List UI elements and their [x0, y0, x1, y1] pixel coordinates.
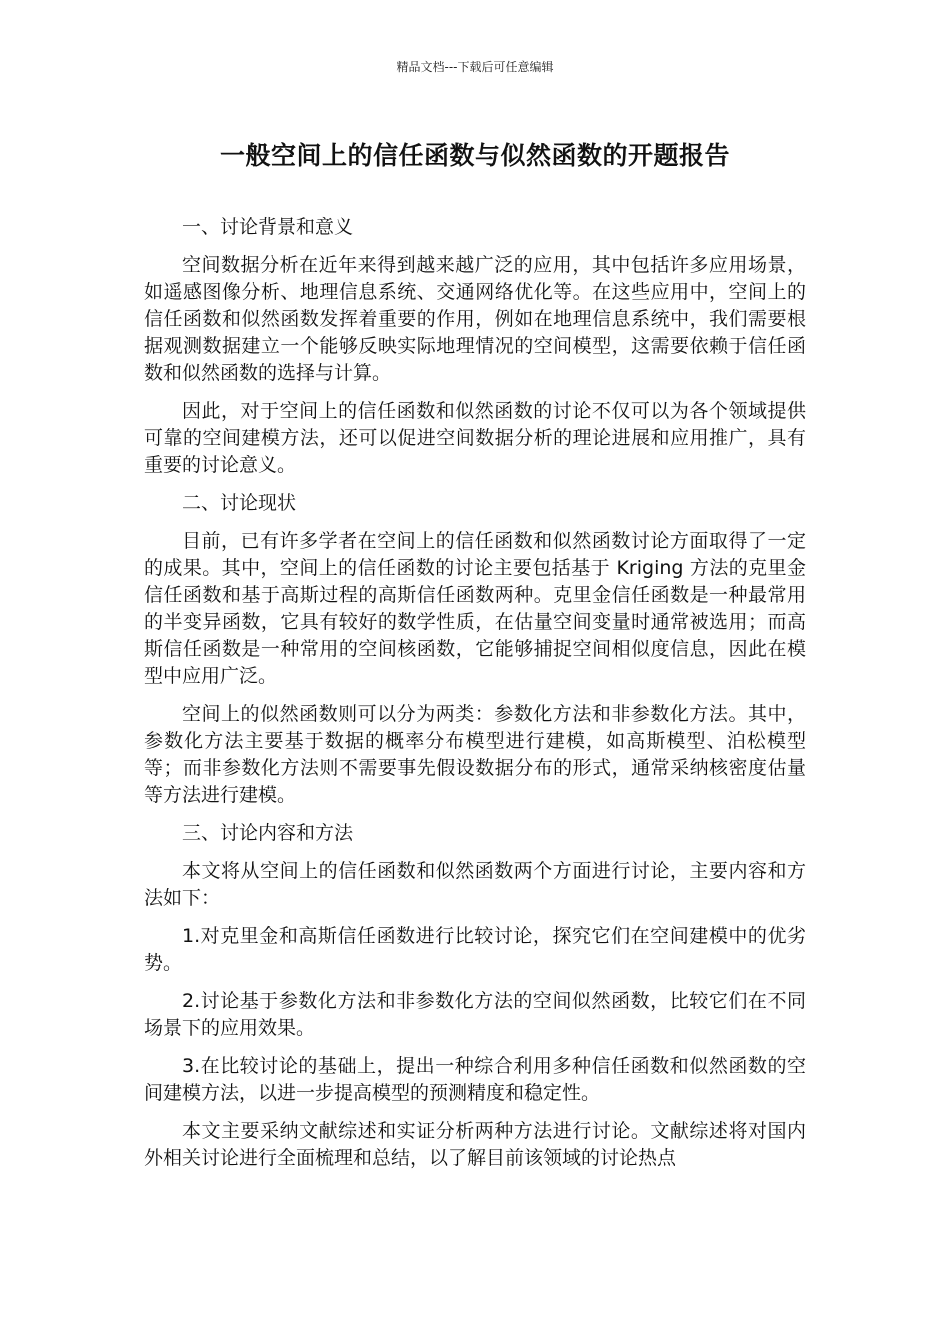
- list-item: 1.对克里金和高斯信任函数进行比较讨论，探究它们在空间建模中的优劣势。: [144, 925, 806, 974]
- paragraph: 本文将从空间上的信任函数和似然函数两个方面进行讨论，主要内容和方法如下：: [144, 860, 806, 909]
- header-note: 精品文档---下载后可任意编辑: [396, 60, 554, 74]
- paragraph: 空间上的似然函数则可以分为两类：参数化方法和非参数化方法。其中，参数化方法主要基于数据的概率分布模型进行建模，如高斯模型、泊松模型等；而非参数化方法则不需要事先假设数据分布的形式，通常采纳核密度估量等方法进行建模。: [144, 703, 806, 806]
- paragraph: 目前，已有许多学者在空间上的信任函数和似然函数讨论方面取得了一定的成果。其中，空间上的信任函数的讨论主要包括基于 Kriging 方法的克里金信任函数和基于高斯过程的高斯信任函数两种。克里金信任函数是一种最常用的半变异函数，它具有较好的数学性质，在估量空间变量时通常被选用；而高斯信任函数是一种常用的空间核函数，它能够捕捉空间相似度信息，因此在模型中应用广泛。: [144, 530, 806, 687]
- section-heading-content-method: 三、讨论内容和方法: [182, 822, 354, 844]
- paragraph: 因此，对于空间上的信任函数和似然函数的讨论不仅可以为各个领域提供可靠的空间建模方法，还可以促进空间数据分析的理论进展和应用推广，具有重要的讨论意义。: [144, 400, 806, 476]
- list-item: 3.在比较讨论的基础上，提出一种综合利用多种信任函数和似然函数的空间建模方法，以进一步提高模型的预测精度和稳定性。: [144, 1055, 806, 1104]
- section-heading-background: 一、讨论背景和意义: [182, 216, 354, 238]
- document-title: 一般空间上的信任函数与似然函数的开题报告: [219, 141, 730, 170]
- document-body: [144, 214, 806, 1183]
- paragraph: 本文主要采纳文献综述和实证分析两种方法进行讨论。文献综述将对国内外相关讨论进行全面梳理和总结，以了解目前该领域的讨论热点: [144, 1120, 806, 1169]
- paragraph: 空间数据分析在近年来得到越来越广泛的应用，其中包括许多应用场景，如遥感图像分析、地理信息系统、交通网络优化等。在这些应用中，空间上的信任函数和似然函数发挥着重要的作用，例如在地理信息系统中，我们需要根据观测数据建立一个能够反映实际地理情况的空间模型，这需要依赖于信任函数和似然函数的选择与计算。: [144, 254, 806, 384]
- list-item: 2.讨论基于参数化方法和非参数化方法的空间似然函数，比较它们在不同场景下的应用效果。: [144, 990, 806, 1039]
- section-heading-status: 二、讨论现状: [182, 492, 297, 514]
